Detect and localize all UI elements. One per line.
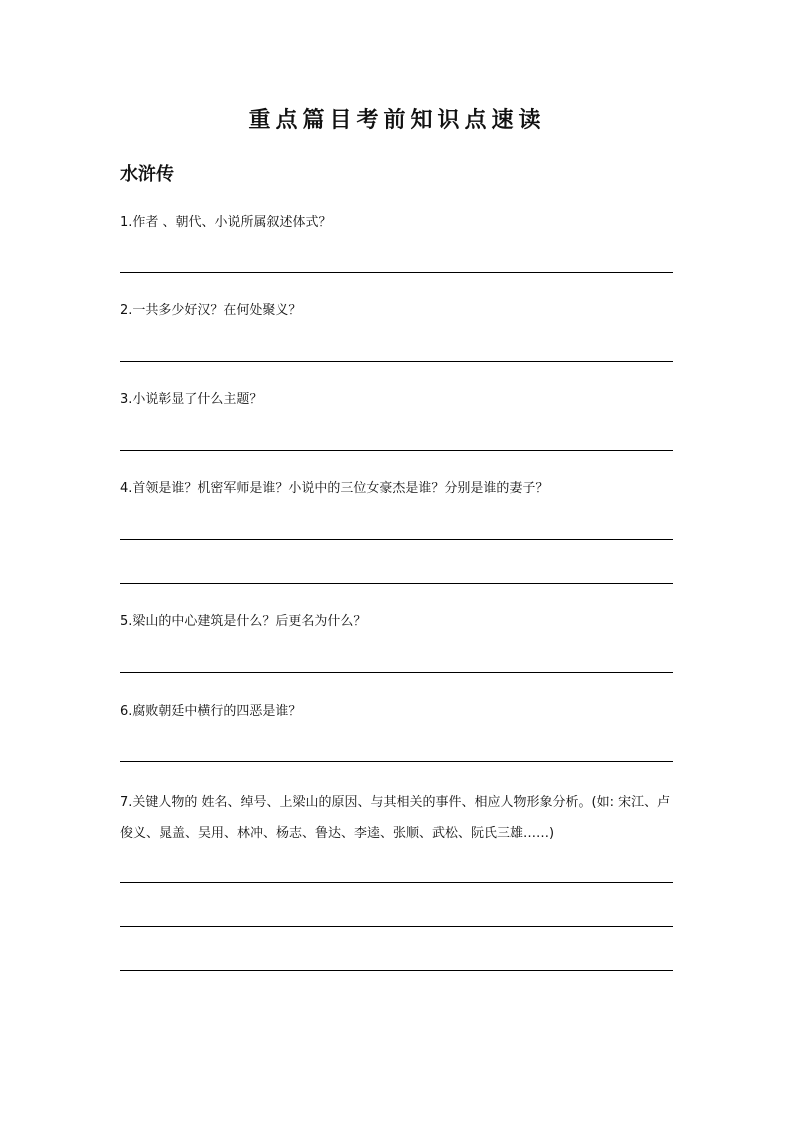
question-7: 7.关键人物的 姓名、绰号、上梁山的原因、与其相关的事件、相应人物形象分析。(如: 宋江、卢俊义、晁盖、吴用、林冲、杨志、鲁达、李逵、张顺、武松、阮氏三雄……)	[120, 795, 671, 841]
section-title: 水浒传	[120, 164, 174, 185]
question-1: 1.作者 、朝代、小说所属叙述体式？	[120, 215, 332, 230]
answer-line[interactable]	[120, 672, 673, 673]
answer-line[interactable]	[120, 761, 673, 762]
answer-line[interactable]	[120, 361, 673, 362]
answer-line[interactable]	[120, 882, 673, 883]
answer-line[interactable]	[120, 970, 673, 971]
question-5: 5.梁山的中心建筑是什么？后更名为什么？	[120, 614, 367, 629]
question-2: 2.一共多少好汉？在何处聚义？	[120, 303, 302, 318]
answer-line[interactable]	[120, 583, 673, 584]
question-6: 6.腐败朝廷中横行的四恶是谁？	[120, 704, 302, 719]
question-4: 4.首领是谁？机密军师是谁？小说中的三位女豪杰是谁？分别是谁的妻子？	[120, 481, 549, 496]
page-title: 重点篇目考前知识点速读	[248, 107, 546, 133]
answer-line[interactable]	[120, 926, 673, 927]
answer-line[interactable]	[120, 272, 673, 273]
answer-line[interactable]	[120, 450, 673, 451]
question-3: 3.小说彰显了什么主题？	[120, 392, 263, 407]
answer-line[interactable]	[120, 539, 673, 540]
